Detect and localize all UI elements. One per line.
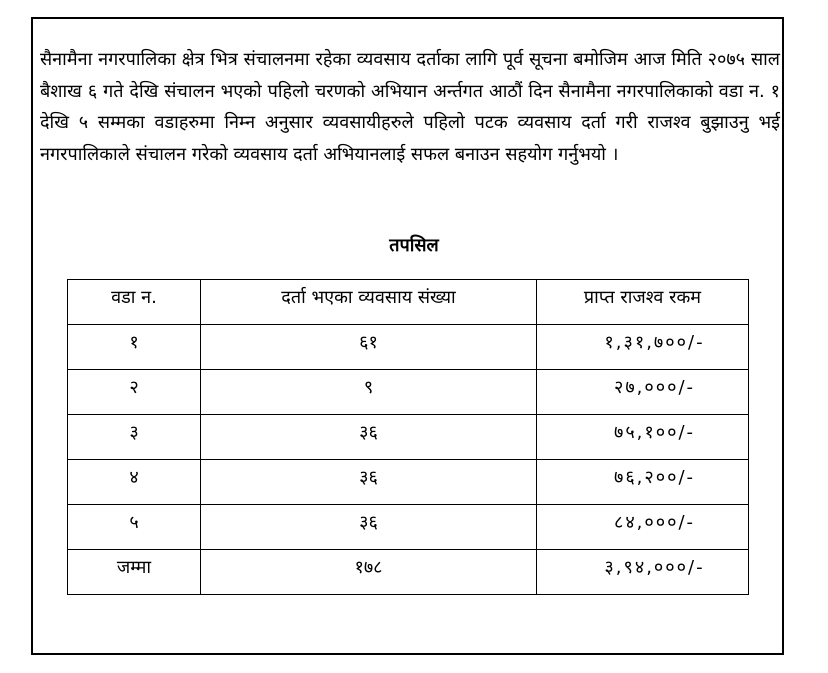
amount-cell: २७,०००/- xyxy=(537,370,749,415)
table-row xyxy=(68,325,749,370)
amount-cell: ७६,२००/- xyxy=(537,460,749,505)
count-cell: ३६ xyxy=(201,460,537,505)
count-cell: ९ xyxy=(201,370,537,415)
table-row xyxy=(68,415,749,460)
count-cell: ६१ xyxy=(201,325,537,370)
header-registered-business-count: दर्ता भएका व्यवसाय संख्या xyxy=(201,280,537,325)
amount-cell: ८४,०००/- xyxy=(537,505,749,550)
table-row xyxy=(68,505,749,550)
table-total-row xyxy=(68,550,749,595)
count-cell: ३६ xyxy=(201,415,537,460)
registration-summary-table xyxy=(67,279,749,595)
ward-cell: १ xyxy=(68,325,201,370)
amount-cell: १,३१,७००/- xyxy=(537,325,749,370)
total-label-cell: जम्मा xyxy=(68,550,201,595)
ward-cell: ५ xyxy=(68,505,201,550)
header-ward-number: वडा न. xyxy=(68,280,201,325)
table-header-row xyxy=(68,280,749,325)
total-count-cell: १७८ xyxy=(201,550,537,595)
table-row xyxy=(68,460,749,505)
header-revenue-received: प्राप्त राजश्व रकम xyxy=(537,280,749,325)
ward-cell: ४ xyxy=(68,460,201,505)
table-row xyxy=(68,370,749,415)
total-amount-cell: ३,९४,०००/- xyxy=(537,550,749,595)
ward-cell: ३ xyxy=(68,415,201,460)
amount-cell: ७५,१००/- xyxy=(537,415,749,460)
ward-cell: २ xyxy=(68,370,201,415)
notice-paragraph: सैनामैना नगरपालिका क्षेत्र भित्र संचालनमा रहेका व्यवसाय दर्ताका लागि पूर्व सूचना बमोजिम आज मिति २०७५ साल बैशाख ६ गते देखि संचालन भएको पहिलो चरणको अभियान अर्न्तगत आठौं दिन सैनामैना नगरपालिकाको वडा न. १ देखि ५ सम्मका वडाहरुमा निम्न अनुसार व्यवसायीहरुले पहिलो पटक व्यवसाय दर्ता गरी राजश्व बुझाउनु भई नगरपालिकाले संचालन गरेको व्यवसाय दर्ता अभियानलाई सफल बनाउन सहयोग गर्नुभयो । xyxy=(40,49,780,165)
count-cell: ३६ xyxy=(201,505,537,550)
details-heading: तपसिल xyxy=(389,235,439,256)
